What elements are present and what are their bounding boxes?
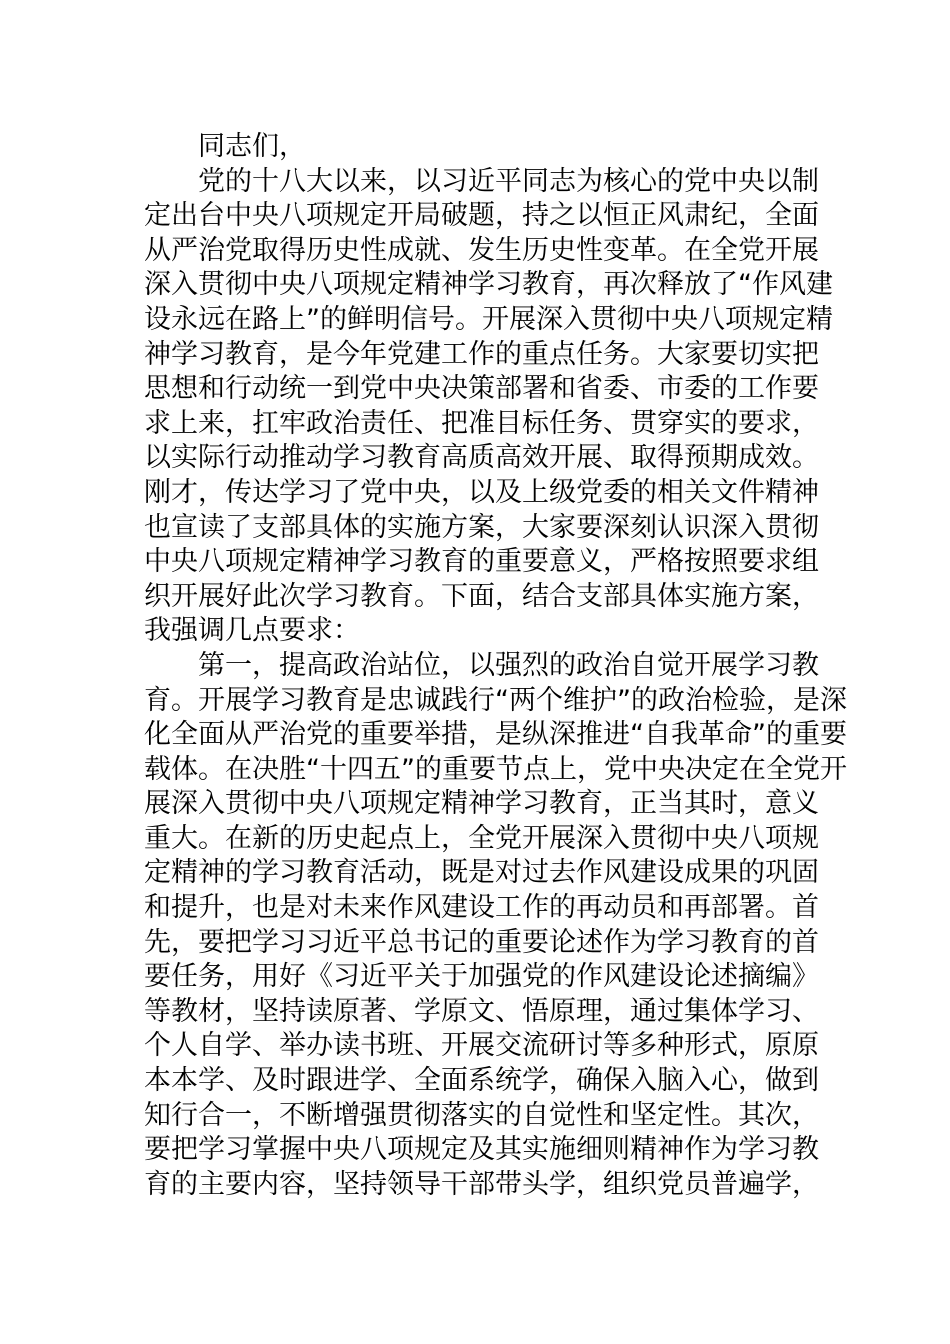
paragraph-2-line: 育的主要内容，坚持领导干部带头学，组织党员普遍学，	[144, 1168, 819, 1200]
paragraph-1-line: 我强调几点要求：	[144, 615, 360, 647]
paragraph-2-line: 载体。在决胜“十四五”的重要节点上，党中央决定在全党开	[144, 753, 847, 785]
paragraph-2-line: 定精神的学习教育活动，既是对过去作风建设成果的巩固	[144, 857, 819, 889]
paragraph-2-line: 化全面从严治党的重要举措，是纵深推进“自我革命”的重要	[144, 719, 847, 751]
paragraph-2-line: 要任务，用好《习近平关于加强党的作风建设论述摘编》	[144, 961, 819, 993]
paragraph-1-line: 从严治党取得历史性成就、发生历史性变革。在全党开展	[144, 234, 819, 266]
paragraph-2-line: 要把学习掌握中央八项规定及其实施细则精神作为学习教	[144, 1134, 819, 1166]
paragraph-1-line: 定出台中央八项规定开局破题，持之以恒正风肃纪，全面	[144, 200, 819, 232]
paragraph-1-line: 中央八项规定精神学习教育的重要意义，严格按照要求组	[144, 546, 819, 578]
paragraph-2-line: 个人自学、举办读书班、开展交流研讨等多种形式，原原	[144, 1030, 819, 1062]
salutation-line: 同志们，	[198, 131, 306, 162]
paragraph-2-line: 本本学、及时跟进学、全面系统学，确保入脑入心，做到	[144, 1065, 819, 1097]
paragraph-1-line: 深入贯彻中央八项规定精神学习教育，再次释放了“作风建	[144, 269, 833, 301]
paragraph-1-line: 党的十八大以来，以习近平同志为核心的党中央以制	[198, 165, 819, 197]
paragraph-1-line: 刚才，传达学习了党中央，以及上级党委的相关文件精神	[144, 476, 819, 508]
paragraph-2-line: 知行合一，不断增强贯彻落实的自觉性和坚定性。其次，	[144, 1099, 819, 1131]
paragraph-2-line: 第一，提高政治站位，以强烈的政治自觉开展学习教	[198, 649, 819, 681]
body-text	[144, 130, 847, 1202]
paragraph-2-line: 重大。在新的历史起点上，全党开展深入贯彻中央八项规	[144, 822, 819, 854]
paragraph-1-line: 也宣读了支部具体的实施方案，大家要深刻认识深入贯彻	[144, 511, 819, 543]
paragraph-2-line: 和提升，也是对未来作风建设工作的再动员和再部署。首	[144, 892, 819, 924]
paragraph-1-line: 求上来，扛牢政治责任、把准目标任务、贯穿实的要求，	[144, 407, 819, 439]
paragraph-1-line: 思想和行动统一到党中央决策部署和省委、市委的工作要	[144, 373, 819, 405]
paragraph-1-line: 织开展好此次学习教育。下面，结合支部具体实施方案，	[144, 580, 819, 612]
paragraph-2-line: 等教材，坚持读原著、学原文、悟原理，通过集体学习、	[144, 995, 819, 1027]
paragraph-2-line: 先，要把学习习近平总书记的重要论述作为学习教育的首	[144, 926, 819, 958]
paragraph-1-line: 以实际行动推动学习教育高质高效开展、取得预期成效。	[144, 442, 819, 474]
paragraph-1-line: 设永远在路上”的鲜明信号。开展深入贯彻中央八项规定精	[144, 303, 833, 335]
paragraph-2-line: 展深入贯彻中央八项规定精神学习教育，正当其时，意义	[144, 788, 819, 820]
paragraph-2-line: 育。开展学习教育是忠诚践行“两个维护”的政治检验，是深	[144, 684, 847, 716]
paragraph-1-line: 神学习教育，是今年党建工作的重点任务。大家要切实把	[144, 338, 819, 370]
